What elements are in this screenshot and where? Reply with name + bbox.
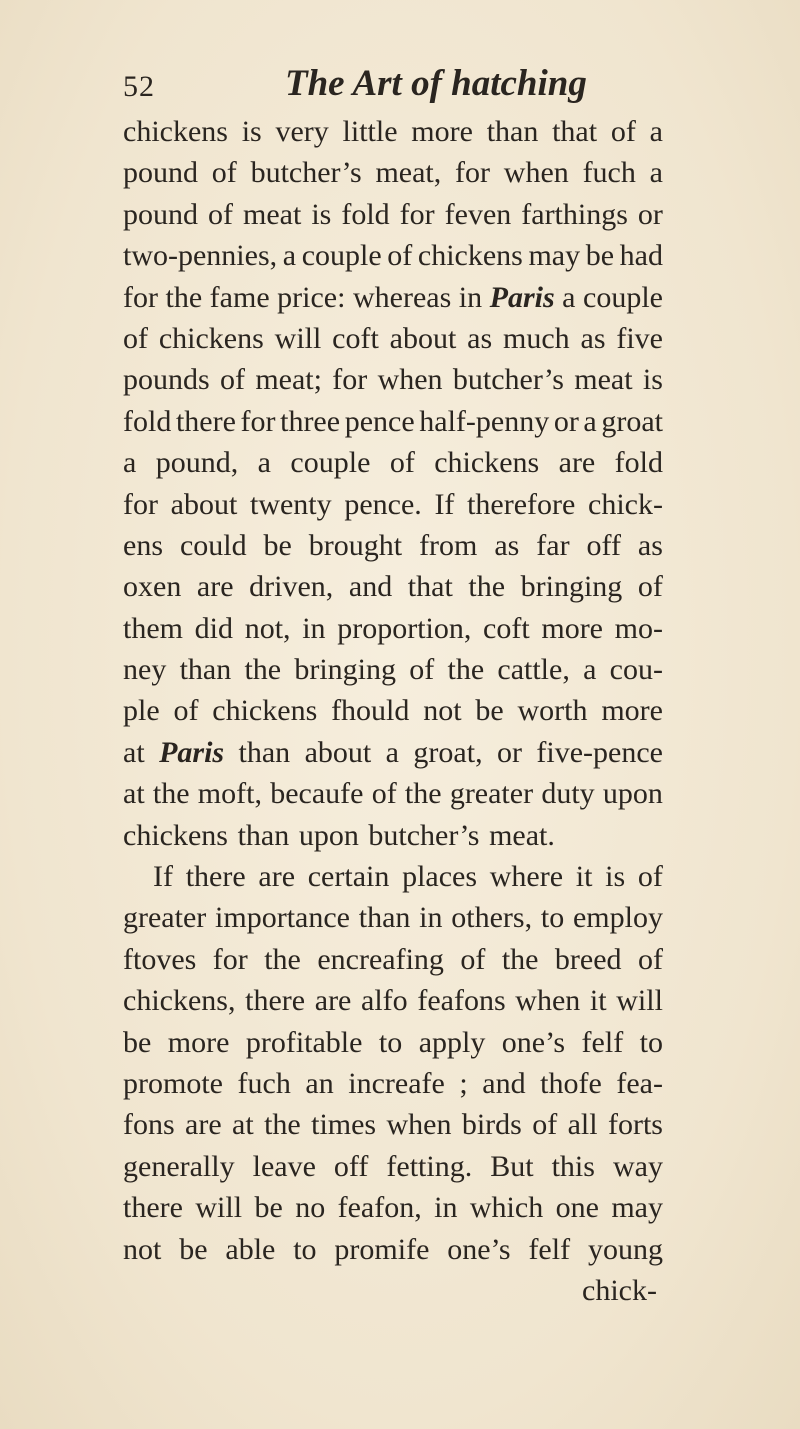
text-word: about xyxy=(389,321,457,355)
text-line xyxy=(123,1022,663,1063)
text-word: price: xyxy=(277,280,346,314)
text-word: be xyxy=(179,1232,208,1266)
text-word: certain xyxy=(307,860,390,894)
text-word: meat xyxy=(574,363,633,397)
text-line xyxy=(123,980,663,1021)
text-word: the xyxy=(244,653,282,687)
text-word: thofe xyxy=(540,1066,602,1100)
text-word: more xyxy=(411,115,473,148)
text-word: duty xyxy=(541,777,595,811)
text-word: be xyxy=(585,239,615,273)
text-word: are xyxy=(314,984,352,1018)
text-word: a xyxy=(649,115,663,148)
text-word: very xyxy=(275,115,329,148)
text-word: are xyxy=(558,446,596,480)
text-word: a xyxy=(257,446,271,480)
text-word: pound xyxy=(123,197,198,231)
text-line xyxy=(123,773,663,814)
text-word: Paris xyxy=(159,735,225,769)
text-word: fold xyxy=(341,197,390,231)
text-word: the xyxy=(404,777,442,811)
text-word: of xyxy=(211,156,237,190)
text-word: there xyxy=(175,404,236,438)
text-word: in xyxy=(419,901,443,935)
text-word: the xyxy=(165,280,203,314)
text-line xyxy=(123,235,663,276)
text-word: of xyxy=(637,570,663,604)
text-word: for xyxy=(212,942,248,976)
text-word: at xyxy=(123,735,145,769)
text-word: not, xyxy=(244,611,291,645)
text-word: a xyxy=(562,280,576,314)
text-line xyxy=(123,484,663,525)
text-line xyxy=(123,1146,663,1187)
text-word: when xyxy=(377,363,443,397)
text-word: upon xyxy=(602,777,663,811)
catchword: chick- xyxy=(582,1273,657,1307)
text-word: where xyxy=(489,860,564,894)
text-word: a xyxy=(123,446,137,480)
text-word: fuch xyxy=(237,1066,291,1100)
text-word: leave xyxy=(252,1149,316,1183)
text-word: pounds xyxy=(123,363,210,397)
text-word: of xyxy=(460,942,486,976)
text-word: brought xyxy=(308,528,403,562)
text-word: this xyxy=(551,1149,595,1183)
text-word: is xyxy=(311,197,332,231)
text-word: at xyxy=(232,1108,254,1142)
text-word: that xyxy=(407,570,453,604)
text-line xyxy=(123,732,663,773)
text-word: of xyxy=(387,239,413,273)
text-word: an xyxy=(305,1066,334,1100)
text-word: all xyxy=(567,1108,598,1142)
text-word: them xyxy=(123,611,183,645)
text-word: felf xyxy=(528,1232,571,1266)
text-word: couple xyxy=(301,239,382,273)
text-word: or xyxy=(496,735,522,769)
text-word: five-pence xyxy=(536,735,663,769)
text-word: more xyxy=(541,611,603,645)
text-word: others, xyxy=(451,901,533,935)
text-word: chickens xyxy=(123,818,228,852)
text-word: the xyxy=(468,570,506,604)
text-word: which xyxy=(469,1191,544,1225)
text-line xyxy=(123,194,663,235)
text-word: much xyxy=(503,321,570,355)
text-word: meat xyxy=(243,197,302,231)
text-word: the xyxy=(152,777,190,811)
text-word: for xyxy=(123,487,158,521)
text-word: or xyxy=(553,404,579,438)
text-word: fame xyxy=(209,280,270,314)
text-word: two-pennies, xyxy=(123,239,278,273)
text-word: meat. xyxy=(489,818,555,852)
text-word: encreafing xyxy=(317,942,444,976)
text-word: couple xyxy=(583,280,663,314)
text-word: chickens, xyxy=(123,984,236,1018)
text-word: a xyxy=(583,653,597,687)
text-word: oxen xyxy=(123,570,182,604)
text-word: chickens xyxy=(212,694,318,728)
text-word: than xyxy=(237,818,290,852)
text-word: way xyxy=(612,1149,663,1183)
text-word: feafons xyxy=(417,984,506,1018)
text-word: than xyxy=(358,901,411,935)
text-word: a xyxy=(282,239,297,273)
text-word: to xyxy=(540,901,565,935)
text-word: will xyxy=(274,321,322,355)
text-word: mo- xyxy=(614,611,663,645)
text-word: ; xyxy=(459,1066,468,1100)
text-word: than xyxy=(238,735,291,769)
text-word: it xyxy=(589,984,607,1018)
text-word: employ xyxy=(572,901,663,935)
text-word: cattle, xyxy=(497,653,570,687)
text-word: bringing xyxy=(520,570,623,604)
text-word: able xyxy=(225,1232,276,1266)
text-word: one’s xyxy=(447,1232,511,1266)
text-word: butcher’s xyxy=(250,156,362,190)
text-word: young xyxy=(587,1232,663,1266)
text-word: upon xyxy=(298,818,359,852)
text-word: coft xyxy=(483,611,530,645)
text-word: that xyxy=(552,115,598,148)
text-word: as xyxy=(580,321,606,355)
text-word: will xyxy=(616,984,663,1018)
text-line xyxy=(123,359,663,400)
text-word: far xyxy=(536,528,570,562)
text-line xyxy=(123,152,663,193)
text-word: importance xyxy=(215,901,350,935)
text-word: when xyxy=(515,984,581,1018)
text-word: whereas xyxy=(352,280,452,314)
text-word: not xyxy=(123,1232,162,1266)
text-word: and xyxy=(348,570,393,604)
text-word: increafe xyxy=(348,1066,445,1100)
text-word: breed xyxy=(554,942,622,976)
text-word: for xyxy=(332,363,368,397)
text-word: fuch xyxy=(582,156,636,190)
text-word: ens xyxy=(123,528,163,562)
text-word: fetting. xyxy=(386,1149,473,1183)
text-word: as xyxy=(467,321,493,355)
text-word: there xyxy=(245,984,306,1018)
text-word: of xyxy=(371,777,397,811)
text-word: from xyxy=(419,528,478,562)
text-word: may xyxy=(611,1191,663,1225)
text-word: fhould xyxy=(331,694,410,728)
page-header xyxy=(123,62,663,112)
text-word: pound, xyxy=(155,446,239,480)
text-word: one xyxy=(555,1191,599,1225)
text-word: becaufe xyxy=(270,777,364,811)
text-word: as xyxy=(494,528,520,562)
text-word: of xyxy=(173,694,199,728)
text-word: If xyxy=(153,860,173,894)
text-word: cou- xyxy=(609,653,663,687)
text-word: of xyxy=(123,321,148,355)
text-line xyxy=(123,111,663,152)
text-word: is xyxy=(642,363,663,397)
text-word: chickens xyxy=(434,446,540,480)
text-word: five xyxy=(616,321,663,355)
text-word: no xyxy=(295,1191,326,1225)
text-word: of xyxy=(409,653,435,687)
running-head: The Art of hatching xyxy=(285,63,587,104)
text-line xyxy=(123,897,663,938)
catchword-line xyxy=(123,1270,663,1311)
text-word: of xyxy=(220,363,245,397)
text-word: than xyxy=(179,653,232,687)
text-word: ftoves xyxy=(123,942,197,976)
text-word: one’s xyxy=(501,1025,566,1059)
text-word: to xyxy=(378,1025,403,1059)
text-word: in xyxy=(434,1191,458,1225)
text-word: butcher’s xyxy=(368,818,480,852)
text-word: felf xyxy=(581,1025,624,1059)
text-word: the xyxy=(447,653,485,687)
text-word: are xyxy=(196,570,234,604)
text-word: meat; xyxy=(255,363,322,397)
text-word: for xyxy=(455,156,491,190)
text-line xyxy=(123,1187,663,1228)
text-line xyxy=(123,1229,663,1270)
text-word: had xyxy=(619,239,663,273)
text-word: be xyxy=(254,1191,283,1225)
text-word: for xyxy=(240,404,276,438)
text-word: fea- xyxy=(616,1066,663,1100)
text-word: apply xyxy=(418,1025,486,1059)
text-word: farthings xyxy=(521,197,628,231)
text-word: times xyxy=(311,1108,377,1142)
text-word: places xyxy=(402,860,478,894)
text-line xyxy=(123,608,663,649)
text-word: Paris xyxy=(489,280,555,314)
text-word: pence. xyxy=(344,487,422,521)
text-word: of xyxy=(532,1108,558,1142)
text-word: chickens xyxy=(158,321,264,355)
text-word: about xyxy=(170,487,238,521)
text-line xyxy=(123,939,663,980)
text-line xyxy=(123,856,663,897)
text-word: of xyxy=(638,942,663,976)
text-word: at xyxy=(123,777,145,811)
text-word: of xyxy=(389,446,415,480)
text-line xyxy=(123,1063,663,1104)
text-word: as xyxy=(637,528,663,562)
text-word: of xyxy=(208,197,233,231)
text-word: to xyxy=(293,1232,317,1266)
text-word: in xyxy=(458,280,483,314)
text-line xyxy=(123,566,663,607)
text-word: promife xyxy=(334,1232,430,1266)
text-word: forts xyxy=(607,1108,663,1142)
text-word: chickens xyxy=(417,239,523,273)
text-line xyxy=(123,1104,663,1145)
text-word: could xyxy=(179,528,247,562)
text-word: If xyxy=(434,487,455,521)
text-word: when xyxy=(386,1108,452,1142)
text-line xyxy=(123,525,663,566)
text-word: pound xyxy=(123,156,198,190)
text-word: proportion, xyxy=(337,611,472,645)
text-word: than xyxy=(486,115,539,148)
text-word: are xyxy=(185,1108,222,1142)
text-word: for xyxy=(123,280,158,314)
text-word: fold xyxy=(614,446,663,480)
text-word: ple xyxy=(123,694,160,728)
text-word: promote xyxy=(123,1066,223,1100)
text-word: more xyxy=(167,1025,230,1059)
text-word: birds xyxy=(461,1108,522,1142)
text-word: it xyxy=(575,860,593,894)
text-word: be xyxy=(123,1025,152,1059)
text-word: chickens xyxy=(123,115,228,148)
text-word: a xyxy=(583,404,597,438)
text-word: are xyxy=(258,860,296,894)
text-line xyxy=(123,690,663,731)
text-word: may xyxy=(528,239,581,273)
text-word: a xyxy=(649,156,663,190)
text-line xyxy=(123,649,663,690)
text-word: will xyxy=(195,1191,243,1225)
text-word: ney xyxy=(123,653,167,687)
text-word: coft xyxy=(332,321,379,355)
page-number: 52 xyxy=(123,70,155,103)
body-text xyxy=(123,111,663,1311)
text-word: chick- xyxy=(588,487,663,521)
text-word: off xyxy=(586,528,621,562)
text-word: for xyxy=(399,197,435,231)
text-word: profitable xyxy=(245,1025,363,1059)
text-word: of xyxy=(637,860,663,894)
text-word: But xyxy=(490,1149,534,1183)
text-word: meat, xyxy=(375,156,442,190)
text-word: more xyxy=(601,694,663,728)
text-word: is xyxy=(241,115,262,148)
text-word: be xyxy=(263,528,292,562)
text-word: feafon, xyxy=(337,1191,422,1225)
text-word: in xyxy=(302,611,326,645)
text-word: of xyxy=(610,115,636,148)
text-word: greater xyxy=(449,777,534,811)
text-line xyxy=(123,815,663,856)
text-word: alfo xyxy=(361,984,408,1018)
text-word: is xyxy=(605,860,626,894)
text-word: fold xyxy=(123,404,172,438)
text-word: couple xyxy=(290,446,371,480)
text-word: and xyxy=(482,1066,526,1100)
text-word: when xyxy=(503,156,569,190)
text-word: there xyxy=(123,1191,183,1225)
text-word: fons xyxy=(123,1108,175,1142)
text-line xyxy=(123,442,663,483)
text-word: three xyxy=(280,404,341,438)
text-word: the xyxy=(264,1108,301,1142)
text-word: did xyxy=(194,611,234,645)
text-word: the xyxy=(264,942,301,976)
text-word: pence xyxy=(344,404,415,438)
text-word: a xyxy=(385,735,399,769)
text-word: bringing xyxy=(294,653,397,687)
text-word: therefore xyxy=(467,487,576,521)
text-word: worth xyxy=(517,694,588,728)
text-line xyxy=(123,277,663,318)
text-word: groat, xyxy=(413,735,483,769)
text-word: about xyxy=(304,735,372,769)
text-word: half-penny xyxy=(419,404,550,438)
text-word: twenty xyxy=(249,487,332,521)
text-word: moft, xyxy=(197,777,262,811)
text-word: to xyxy=(639,1025,663,1059)
text-word: generally xyxy=(123,1149,235,1183)
text-word: groat xyxy=(601,404,663,438)
text-word: greater xyxy=(123,901,207,935)
text-word: feven xyxy=(444,197,512,231)
text-word: there xyxy=(185,860,246,894)
text-line xyxy=(123,318,663,359)
text-word: or xyxy=(637,197,663,231)
text-word: off xyxy=(333,1149,369,1183)
text-word: driven, xyxy=(249,570,334,604)
text-word: not xyxy=(423,694,462,728)
text-line xyxy=(123,401,663,442)
text-word: the xyxy=(501,942,539,976)
text-word: be xyxy=(475,694,504,728)
text-word: butcher’s xyxy=(452,363,564,397)
text-word: little xyxy=(342,115,398,148)
